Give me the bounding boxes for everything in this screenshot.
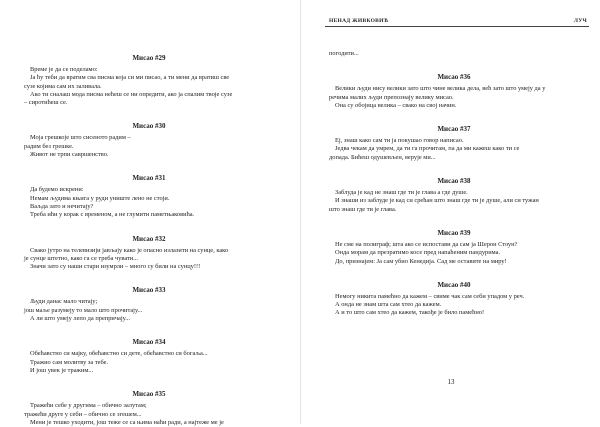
thought-line: Једва чекам да умрем, да ти га прочитам, па да ми кажеш како ти се <box>335 145 520 153</box>
thought-line: Заблуда је кад не знаш где ти је глава а где душе. <box>335 189 468 197</box>
thought-line: Тражећи себе у другима – обично залутам; <box>30 402 147 410</box>
thought-line: А и то што сам хтео да кажем, такође је било памећно! <box>335 309 485 317</box>
thought-line: Људи данас мало читају; <box>30 298 98 306</box>
thought-line: Ја ћу теби да вратим сва писма која си ми писао, а ти мени да вратиш све <box>30 74 230 82</box>
header-rule <box>325 26 589 27</box>
running-header-author: НЕНАД ЖИВКОВИЋ <box>329 18 389 24</box>
thought-line: Да будемо искрени: <box>30 186 84 194</box>
thought-line: Еј, знаш како сам ти ја покушао говор написао. <box>335 137 464 145</box>
thought-title: Мисао #36 <box>437 73 471 82</box>
left-page <box>0 0 300 424</box>
right-content <box>329 50 579 318</box>
thought-title: Мисао #29 <box>132 54 166 62</box>
thought-line: Не сме на полиграф; шта ако се испостави да сам ја Шерон Стоун? <box>335 240 518 248</box>
thought-line: Свако јутро на телевизији јављају како је опасно излазити на сунце, како <box>30 246 229 254</box>
thought-title: Мисао #31 <box>132 174 166 183</box>
thought-title: Мисао #30 <box>132 122 166 131</box>
running-header-section: ЛУЧ <box>573 18 587 24</box>
thought-line: До, признајем: Ја сам убио Кенедија. Сад ме оставите на миру! <box>335 257 507 265</box>
thought-line: Тражио сам молитву за тебе. <box>30 358 109 366</box>
thought-line: Ваљда зато и нечитају? <box>30 202 94 210</box>
thought-line: Моја грешкоје што сисеното радим – <box>30 134 131 142</box>
thought-line: – сиротићеш се. <box>24 99 68 107</box>
thought-line: И знаши из заблуде је кад си срећан што знаш где ти је душе, али си тужан <box>335 197 539 205</box>
thought-line: Време је да се поделамо: <box>30 66 98 73</box>
thought-line: Обећавстно си мајку, обећавстно си дете, обећавстно си богаља... <box>30 350 208 358</box>
thought-line: И још увек је тражим... <box>30 366 94 374</box>
thought-line: Ако ти сналаш мода писма нећеш се ни опредити, ако ја спалим твоје сузе <box>30 90 233 98</box>
thought-line: А ли што умеју лепо да препричају... <box>30 315 130 323</box>
thought-line: тражећи друге у себи – обично се згешем... <box>24 410 142 418</box>
thought-line: Немогу никита памећно да кажем – свиме чак сам себи упадом у реч. <box>335 292 525 300</box>
thought-title: Мисао #38 <box>437 177 471 186</box>
thought-title: Мисао #39 <box>437 228 471 237</box>
thought-line: Мени је тешко уходити, још теже се са њима наћи ради, а најтеже ме је <box>30 418 224 426</box>
thought-line: што знаш где ти је глава. <box>329 205 397 213</box>
thought-line: је сунце штетно, како га се треба чувати... <box>24 254 139 262</box>
right-page <box>300 0 600 424</box>
thought-title: Мисао #33 <box>132 286 166 295</box>
thought-title: Мисао #40 <box>437 280 471 289</box>
thought-line: Онда морам да презратимо косе пред напаћеним пандурима. <box>335 249 501 257</box>
thought-title: Мисао #34 <box>132 338 166 347</box>
thought-line: Треба ићи у корак с временом, а не глумити паметњаковића. <box>30 211 195 219</box>
thought-line: Она су обојица велика – свако на свој начин. <box>335 101 457 109</box>
thought-line: Значи зато су наши стари изумрли – много су били на сунцу!!! <box>30 263 201 271</box>
thought-line: речима малих људи препознају велику мисао. <box>329 93 454 101</box>
thought-title: Мисао #32 <box>132 234 166 243</box>
thought-line: радим без грешке. <box>24 142 74 150</box>
thought-line: Немам људима књига у руди униште лено не стоји. <box>30 194 170 202</box>
page-number: 13 <box>447 378 455 386</box>
continuation-text: погодити... <box>329 50 359 57</box>
thought-line: А онда не знам шта сам хтео да кажем. <box>335 301 442 309</box>
thought-title: Мисао #35 <box>132 390 166 399</box>
thought-line: сузе којима сам их заливала. <box>24 82 102 90</box>
thought-line: допада. Бићеш одушевљен, верује ми... <box>329 153 436 161</box>
thought-line: Живот не трпи савршенство. <box>30 151 109 159</box>
left-content <box>24 54 274 427</box>
thought-line: још маље разумеју то мало што прочитају... <box>24 306 143 314</box>
thought-line: Велики људи нису велики зато што чине велика дела, већ зато што умеју да у <box>335 85 546 93</box>
thought-title: Мисао #37 <box>437 125 471 134</box>
